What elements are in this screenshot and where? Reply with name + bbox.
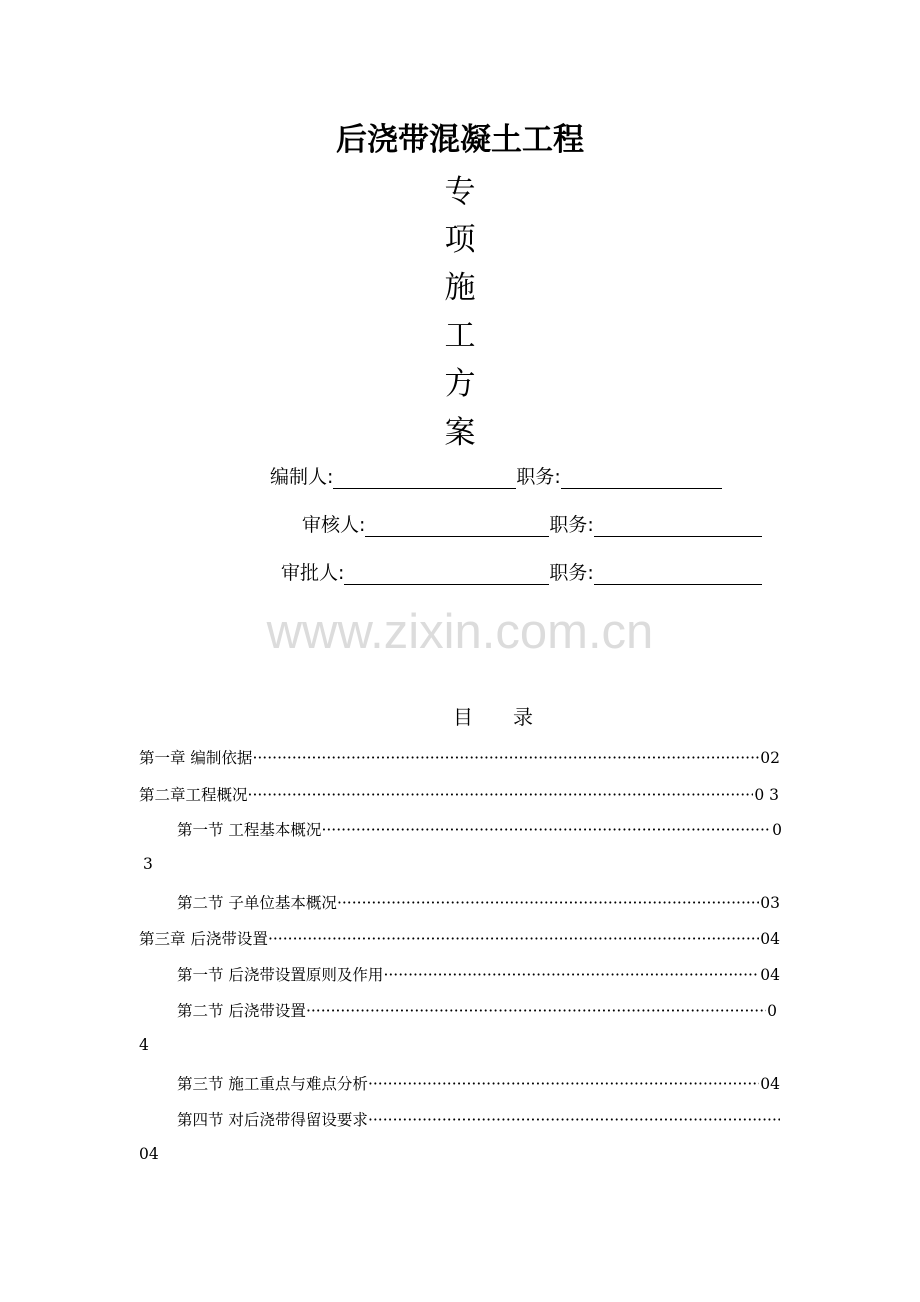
toc-entry-text: 第二节 后浇带设置	[177, 1002, 306, 1020]
watermark: www.zixin.com.cn	[266, 605, 654, 659]
toc-entry-text: 第三节 施工重点与难点分析	[177, 1075, 368, 1093]
toc-page-number: 0	[772, 821, 782, 839]
title-char-6: 案	[444, 415, 476, 451]
editor-label: 编制人:	[270, 466, 334, 488]
signature-row-reviewer	[302, 510, 762, 537]
approver-label: 审批人:	[281, 562, 345, 584]
approver-name-line	[344, 566, 549, 585]
toc-page-number-wrap: 4	[139, 1036, 149, 1054]
toc-page-number: 04	[760, 966, 780, 984]
reviewer-label: 审核人:	[302, 514, 366, 536]
toc-leader	[268, 930, 759, 948]
toc-entry[interactable]	[177, 963, 780, 985]
toc-entry[interactable]	[177, 818, 782, 840]
reviewer-duty-line	[594, 518, 762, 537]
toc-entry[interactable]	[139, 927, 780, 949]
toc-page-number-wrap: 04	[139, 1145, 159, 1163]
toc-page-number: 02	[760, 749, 780, 767]
toc-page-number: 04	[760, 930, 780, 948]
approver-duty-line	[594, 566, 762, 585]
editor-duty-line	[561, 470, 722, 489]
toc-entry-text: 第一章 编制依据	[139, 749, 253, 767]
editor-duty-label: 职务:	[516, 466, 561, 488]
toc-entry-text: 第三章 后浇带设置	[139, 930, 268, 948]
toc-entry-text: 第四节 对后浇带得留设要求	[177, 1111, 368, 1129]
toc-entry[interactable]	[177, 999, 777, 1021]
editor-name-line	[333, 470, 516, 489]
reviewer-name-line	[365, 518, 549, 537]
toc-entry[interactable]	[177, 891, 780, 913]
approver-duty-label: 职务:	[549, 562, 594, 584]
toc-leader	[306, 1002, 766, 1020]
toc-leader	[383, 966, 759, 984]
toc-entry[interactable]	[177, 1072, 780, 1094]
reviewer-duty-label: 职务:	[549, 514, 594, 536]
toc-entry[interactable]	[177, 1108, 781, 1130]
toc-page-number: 0 3	[754, 786, 779, 804]
title-char-1: 专	[444, 174, 476, 210]
signature-row-editor	[270, 462, 722, 489]
toc-entry-text: 第二节 子单位基本概况	[177, 894, 337, 912]
document-title: 后浇带混凝土工程	[336, 122, 584, 158]
toc-page-number: 03	[760, 894, 780, 912]
toc-leader	[248, 786, 754, 804]
toc-page-number-wrap: 3	[143, 855, 153, 873]
title-char-2: 项	[444, 222, 476, 258]
toc-leader	[321, 821, 771, 839]
title-char-4: 工	[444, 318, 476, 354]
toc-leader	[252, 749, 759, 767]
toc-title: 目录	[453, 705, 573, 729]
toc-leader	[368, 1111, 780, 1129]
toc-entry[interactable]	[139, 746, 780, 768]
toc-entry-text: 第一节 工程基本概况	[177, 821, 322, 839]
signature-row-approver	[281, 558, 762, 585]
title-char-3: 施	[444, 270, 476, 306]
toc-leader	[368, 1075, 759, 1093]
title-char-5: 方	[444, 366, 476, 402]
toc-entry-text: 第一节 后浇带设置原则及作用	[177, 966, 384, 984]
toc-page-number: 0	[767, 1002, 777, 1020]
toc-entry-text: 第二章工程概况	[139, 786, 248, 804]
toc-entry[interactable]	[139, 783, 779, 805]
toc-page-number: 04	[760, 1075, 780, 1093]
toc-leader	[337, 894, 759, 912]
